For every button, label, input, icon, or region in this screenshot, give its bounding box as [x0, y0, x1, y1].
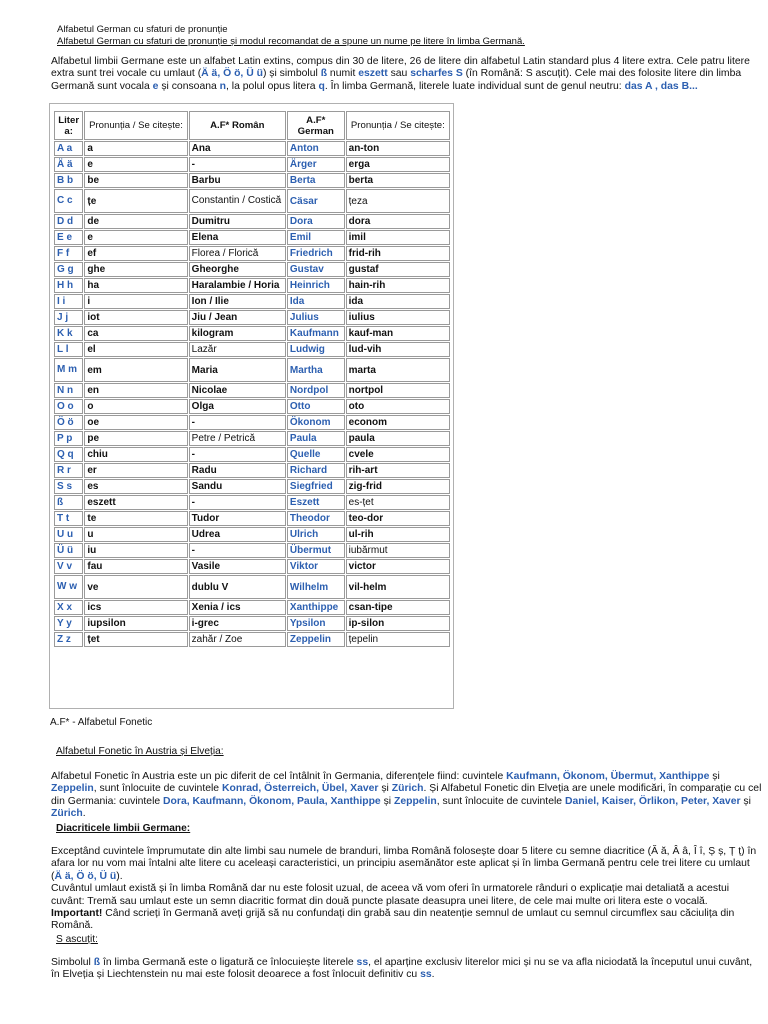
pronunciation-cell: oe: [84, 415, 187, 430]
letter-cell: S s: [54, 479, 83, 494]
eszett-word: eszett: [358, 68, 388, 80]
german-word-cell: Emil: [287, 230, 345, 245]
german-pronunciation-cell: cvele: [346, 447, 450, 462]
table-row: [54, 575, 450, 599]
letter-cell: Ö ö: [54, 415, 83, 430]
table-row: [54, 342, 450, 357]
swiss-words: Zeppelin: [393, 795, 437, 807]
diacritics-text: ) în afara lor nu vom mai întalni alte litere cu aceleași caracteristici, un principiu asemănător este aplicat și în limba Germană pentru cele trei litere cu umlaut (: [51, 846, 757, 882]
german-word-cell: Xanthippe: [287, 600, 345, 615]
pronunciation-cell: iu: [84, 543, 187, 558]
scharfes-s-word: scharfes S: [410, 68, 463, 80]
intro-text: numit: [327, 68, 359, 80]
table-row: [54, 310, 450, 325]
german-pronunciation-cell: hain-rih: [346, 278, 450, 293]
pronunciation-cell: e: [84, 157, 187, 172]
german-pronunciation-cell: frid-rih: [346, 246, 450, 261]
romanian-word-cell: -: [189, 415, 286, 430]
german-umlauts: Ä ä, Ö ö, Ü ü: [54, 870, 117, 882]
letter-cell: J j: [54, 310, 83, 325]
pronunciation-cell: ghe: [84, 262, 187, 277]
romanian-word-cell: Ion / Ilie: [189, 294, 286, 309]
letter-cell: A a: [54, 141, 83, 156]
german-pronunciation-cell: ul-rih: [346, 527, 450, 542]
romanian-word-cell: Petre / Petrică: [189, 431, 286, 446]
romanian-word-cell: Vasile: [189, 559, 286, 574]
austria-words: Zeppelin: [51, 783, 94, 795]
german-word-cell: Ulrich: [287, 527, 345, 542]
romanian-word-cell: Gheorghe: [189, 262, 286, 277]
eszett-symbol: ß: [93, 957, 101, 968]
pronunciation-cell: te: [84, 511, 187, 526]
german-word-cell: Theodor: [287, 511, 345, 526]
letter-e: e: [152, 80, 159, 92]
table-row: [54, 214, 450, 229]
table-row: [54, 294, 450, 309]
german-pronunciation-cell: ip-silon: [346, 616, 450, 631]
german-word-cell: Wilhelm: [287, 575, 345, 599]
german-pronunciation-cell: csan-tipe: [346, 600, 450, 615]
pronunciation-cell: u: [84, 527, 187, 542]
pronunciation-cell: en: [84, 383, 187, 398]
german-pronunciation-cell: nortpol: [346, 383, 450, 398]
table-row: [54, 616, 450, 631]
sharp-text: în limba Germană este o ligatură ce înlocuiește literele: [100, 957, 357, 968]
german-word-cell: Berta: [287, 173, 345, 188]
letter-cell: T t: [54, 511, 83, 526]
german-pronunciation-cell: țeza: [346, 189, 450, 213]
pronunciation-cell: o: [84, 399, 187, 414]
romanian-word-cell: Lazăr: [189, 342, 286, 357]
umlaut-explanation: Cuvântul umlaut există și în limba Română dar nu este folosit uzual, de aceea vă vom oferi în urmatorele rânduri o explicație mai detaliată a acestui cuvânt: Tremă sau umlaut este un semn diacritic format din două puncte plasate deasupra unei litere, de cele mai multe ori litera este o vocală.: [51, 883, 730, 907]
letter-q: q: [318, 80, 325, 92]
german-word-cell: Anton: [287, 141, 345, 156]
austria-text: .: [82, 808, 86, 820]
swiss-words: Daniel, Kaiser, Örlikon, Peter, Xaver: [564, 795, 741, 807]
pronunciation-cell: iupsilon: [84, 616, 187, 631]
german-pronunciation-cell: vil-helm: [346, 575, 450, 599]
table-body: [54, 141, 450, 647]
table-row: [54, 527, 450, 542]
romanian-word-cell: zahăr / Zoe: [189, 632, 286, 647]
letter-cell: K k: [54, 326, 83, 341]
german-word-cell: Julius: [287, 310, 345, 325]
alphabet-table-frame: [49, 103, 454, 709]
austria-words: Kaufmann, Ökonom, Übermut, Xanthippe: [506, 771, 710, 782]
german-pronunciation-cell: țepelin: [346, 632, 450, 647]
german-word-cell: Quelle: [287, 447, 345, 462]
das-example: das A , das B...: [624, 80, 698, 92]
pronunciation-cell: er: [84, 463, 187, 478]
pronunciation-cell: em: [84, 358, 187, 382]
table-row: [54, 511, 450, 526]
romanian-word-cell: Jiu / Jean: [189, 310, 286, 325]
german-word-cell: Friedrich: [287, 246, 345, 261]
romanian-word-cell: dublu V: [189, 575, 286, 599]
letter-cell: Y y: [54, 616, 83, 631]
german-pronunciation-cell: ida: [346, 294, 450, 309]
letter-cell: I i: [54, 294, 83, 309]
austria-text: și: [740, 795, 751, 807]
pronunciation-cell: ics: [84, 600, 187, 615]
letter-cell: W w: [54, 575, 83, 599]
table-row: [54, 262, 450, 277]
letter-n: n: [219, 80, 227, 92]
letter-cell: F f: [54, 246, 83, 261]
header-pronunciation: Pronunția / Se citește:: [84, 111, 187, 140]
german-pronunciation-cell: imil: [346, 230, 450, 245]
pronunciation-cell: e: [84, 230, 187, 245]
intro-text: Alfabetul limbii Germane este un alfabet Latin extins, compus din 30 de litere, 26 de litere din alfabetul Latin standard plus 4 litere extra. Cele patru litere extra sunt trei vocale cu umlaut (: [51, 56, 750, 80]
austria-paragraph: [51, 771, 763, 821]
sharp-s-paragraph: [51, 957, 763, 982]
sharp-text: Simbolul: [51, 957, 94, 968]
german-pronunciation-cell: teo-dor: [346, 511, 450, 526]
letter-cell: D d: [54, 214, 83, 229]
table-row: [54, 479, 450, 494]
romanian-word-cell: Florea / Florică: [189, 246, 286, 261]
intro-text: ) și simbolul: [262, 68, 321, 80]
intro-text: . În limba Germană, literele luate individual sunt de genul neutru:: [324, 80, 625, 92]
table-row: [54, 399, 450, 414]
section-title-austria: Alfabetul Fonetic în Austria și Elveția:: [56, 746, 224, 757]
table-row: [54, 600, 450, 615]
table-row: [54, 141, 450, 156]
table-row: [54, 326, 450, 341]
important-text: Când scrieți în Germană aveți grijă să nu confundați din grabă sau din neatenție semnul de umlaut cu semnul circumflex sau căciulița din Română.: [51, 908, 735, 932]
romanian-word-cell: Sandu: [189, 479, 286, 494]
german-word-cell: Paula: [287, 431, 345, 446]
footnote: A.F* - Alfabetul Fonetic: [50, 717, 153, 728]
intro-paragraph: [51, 56, 763, 93]
table-row: [54, 495, 450, 510]
header-pronunciation-2: Pronunția / Se citește:: [346, 111, 450, 140]
diacritics-text: ).: [116, 870, 123, 882]
romanian-word-cell: Maria: [189, 358, 286, 382]
german-pronunciation-cell: gustaf: [346, 262, 450, 277]
letter-cell: Z z: [54, 632, 83, 647]
german-pronunciation-cell: kauf-man: [346, 326, 450, 341]
german-word-cell: Ida: [287, 294, 345, 309]
german-pronunciation-cell: iulius: [346, 310, 450, 325]
letter-cell: B b: [54, 173, 83, 188]
german-word-cell: Cäsar: [287, 189, 345, 213]
letter-cell: ß: [54, 495, 83, 510]
pronunciation-cell: eszett: [84, 495, 187, 510]
letter-cell: X x: [54, 600, 83, 615]
pronunciation-cell: be: [84, 173, 187, 188]
austria-text: . Și Alfabetul Fonetic din Elveția are unele modificări, în comparație cu cel din Germania: cuvintele: [51, 783, 762, 807]
header-romanian: A.F* Român: [189, 111, 286, 140]
ss-letters: ss: [356, 957, 369, 968]
german-pronunciation-cell: berta: [346, 173, 450, 188]
german-pronunciation-cell: erga: [346, 157, 450, 172]
document-title: Alfabetul German cu sfaturi de pronunție și modul recomandat de a spune un nume pe litere în limba Germană.: [57, 36, 525, 47]
pronunciation-cell: țet: [84, 632, 187, 647]
pronunciation-cell: ve: [84, 575, 187, 599]
austria-text: Alfabetul Fonetic în Austria este un pic diferit de cel întâlnit în Germania, diferențele fiind: cuvintele: [51, 771, 507, 782]
pronunciation-cell: chiu: [84, 447, 187, 462]
romanian-word-cell: Dumitru: [189, 214, 286, 229]
letter-cell: R r: [54, 463, 83, 478]
table-row: [54, 447, 450, 462]
romanian-word-cell: Constantin / Costică: [189, 189, 286, 213]
german-word-cell: Ypsilon: [287, 616, 345, 631]
header-letter: Liter a:: [54, 111, 83, 140]
intro-text: , la polul opus litera: [226, 80, 319, 92]
pronunciation-cell: pe: [84, 431, 187, 446]
german-word-cell: Richard: [287, 463, 345, 478]
austria-text: , sunt înlocuite de cuvintele: [93, 783, 222, 795]
ss-letters: ss: [420, 969, 432, 981]
german-word-cell: Ökonom: [287, 415, 345, 430]
sharp-text: , el aparține exclusiv literelor mici și nu se va afla niciodată la începutul unui cuvânt, în Elveția și Liechtenstein nu mai este folosit deoarece a fost înlocuit definitiv cu: [51, 957, 753, 981]
table-row: [54, 358, 450, 382]
letter-cell: N n: [54, 383, 83, 398]
pronunciation-cell: ca: [84, 326, 187, 341]
letter-cell: L l: [54, 342, 83, 357]
austria-words: Zürich: [391, 783, 424, 795]
romanian-word-cell: Haralambie / Horia: [189, 278, 286, 293]
letter-cell: V v: [54, 559, 83, 574]
german-word-cell: Ärger: [287, 157, 345, 172]
table-row: [54, 230, 450, 245]
romanian-word-cell: Barbu: [189, 173, 286, 188]
table-row: [54, 278, 450, 293]
austria-text: , sunt înlocuite de cuvintele: [436, 795, 565, 807]
german-pronunciation-cell: dora: [346, 214, 450, 229]
letter-cell: E e: [54, 230, 83, 245]
pronunciation-cell: es: [84, 479, 187, 494]
letter-cell: U u: [54, 527, 83, 542]
pronunciation-cell: el: [84, 342, 187, 357]
table-row: [54, 632, 450, 647]
romanian-word-cell: kilogram: [189, 326, 286, 341]
pronunciation-cell: iot: [84, 310, 187, 325]
section-title-sharp-s: S ascuțit:: [56, 934, 98, 945]
letter-cell: H h: [54, 278, 83, 293]
letter-cell: O o: [54, 399, 83, 414]
german-word-cell: Übermut: [287, 543, 345, 558]
pronunciation-cell: ef: [84, 246, 187, 261]
austria-text: și: [709, 771, 720, 782]
header-german: A.F* German: [287, 111, 345, 140]
romanian-word-cell: -: [189, 543, 286, 558]
pronunciation-cell: i: [84, 294, 187, 309]
letter-cell: Ü ü: [54, 543, 83, 558]
german-pronunciation-cell: oto: [346, 399, 450, 414]
important-label: Important!: [51, 908, 103, 920]
romanian-word-cell: -: [189, 495, 286, 510]
letter-cell: Q q: [54, 447, 83, 462]
letter-cell: Ä ä: [54, 157, 83, 172]
romanian-diacritics: Ă ă, Â â, Î î, Ș ș, Ț ț: [651, 846, 742, 857]
german-word-cell: Zeppelin: [287, 632, 345, 647]
romanian-word-cell: Xenia / ics: [189, 600, 286, 615]
umlaut-letters: Ä ä, Ö ö, Ü ü: [201, 68, 263, 80]
pronunciation-cell: țe: [84, 189, 187, 213]
german-word-cell: Nordpol: [287, 383, 345, 398]
letter-cell: C c: [54, 189, 83, 213]
pronunciation-cell: fau: [84, 559, 187, 574]
alphabet-table: [53, 110, 451, 648]
table-row: [54, 246, 450, 261]
german-pronunciation-cell: rih-art: [346, 463, 450, 478]
romanian-word-cell: Olga: [189, 399, 286, 414]
table-header-row: [54, 111, 450, 140]
german-word-cell: Otto: [287, 399, 345, 414]
austria-text: și: [380, 795, 394, 807]
german-pronunciation-cell: econom: [346, 415, 450, 430]
german-word-cell: Heinrich: [287, 278, 345, 293]
romanian-word-cell: -: [189, 447, 286, 462]
german-pronunciation-cell: paula: [346, 431, 450, 446]
sharp-text: .: [431, 969, 435, 981]
table-row: [54, 559, 450, 574]
section-title-diacritics: Diacriticele limbii Germane:: [56, 823, 191, 834]
swiss-words: Dora, Kaufmann, Ökonom, Paula, Xanthippe: [163, 795, 381, 807]
table-row: [54, 431, 450, 446]
swiss-words: Zürich: [51, 808, 83, 820]
letter-cell: G g: [54, 262, 83, 277]
table-row: [54, 463, 450, 478]
table-row: [54, 173, 450, 188]
pronunciation-cell: de: [84, 214, 187, 229]
table-row: [54, 415, 450, 430]
german-pronunciation-cell: victor: [346, 559, 450, 574]
romanian-word-cell: Udrea: [189, 527, 286, 542]
german-word-cell: Dora: [287, 214, 345, 229]
romanian-word-cell: Nicolae: [189, 383, 286, 398]
diacritics-paragraph: [51, 846, 763, 933]
german-pronunciation-cell: an-ton: [346, 141, 450, 156]
diacritics-text: Exceptând cuvintele împrumutate din alte limbi sau numele de branduri, limba Română folosește doar 5 litere cu semne diacritice (: [51, 846, 652, 857]
romanian-word-cell: i-grec: [189, 616, 286, 631]
table-row: [54, 189, 450, 213]
german-word-cell: Viktor: [287, 559, 345, 574]
german-pronunciation-cell: iubărmut: [346, 543, 450, 558]
german-word-cell: Siegfried: [287, 479, 345, 494]
letter-cell: M m: [54, 358, 83, 382]
austria-words: Konrad, Österreich, Übel, Xaver: [221, 783, 379, 795]
romanian-word-cell: Tudor: [189, 511, 286, 526]
german-word-cell: Kaufmann: [287, 326, 345, 341]
intro-text: (în Română: S ascuțit). Cele mai des folosite litere din limba Germană sunt vocala: [51, 68, 742, 92]
romanian-word-cell: -: [189, 157, 286, 172]
german-word-cell: Martha: [287, 358, 345, 382]
eszett-symbol: ß: [320, 68, 328, 80]
german-pronunciation-cell: zig-frid: [346, 479, 450, 494]
german-word-cell: Gustav: [287, 262, 345, 277]
german-pronunciation-cell: lud-vih: [346, 342, 450, 357]
romanian-word-cell: Elena: [189, 230, 286, 245]
romanian-word-cell: Radu: [189, 463, 286, 478]
table-row: [54, 383, 450, 398]
romanian-word-cell: Ana: [189, 141, 286, 156]
document-subtitle: Alfabetul German cu sfaturi de pronunție: [57, 24, 228, 35]
austria-text: și: [378, 783, 392, 795]
intro-text: și consoana: [158, 80, 220, 92]
pronunciation-cell: a: [84, 141, 187, 156]
letter-cell: P p: [54, 431, 83, 446]
intro-text: sau: [387, 68, 411, 80]
german-word-cell: Ludwig: [287, 342, 345, 357]
table-row: [54, 543, 450, 558]
pronunciation-cell: ha: [84, 278, 187, 293]
table-row: [54, 157, 450, 172]
german-pronunciation-cell: es-țet: [346, 495, 450, 510]
german-word-cell: Eszett: [287, 495, 345, 510]
german-pronunciation-cell: marta: [346, 358, 450, 382]
